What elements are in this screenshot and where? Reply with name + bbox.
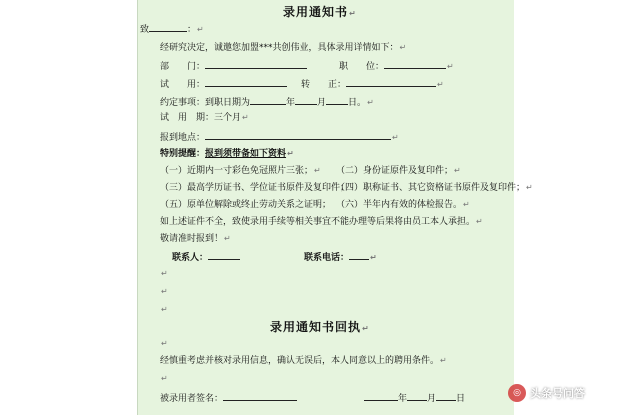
- sign-year: 年: [398, 394, 408, 404]
- contact-phone-label: 联系电话：: [304, 253, 350, 263]
- probation-blank: [205, 77, 287, 87]
- document-page: [137, 0, 533, 415]
- notice-item-text: （三）最高学历证书、学位证书原件及复印件；: [160, 183, 350, 193]
- notice-item: [336, 182, 533, 194]
- paragraph-mark: ↵: [362, 324, 370, 333]
- paragraph-mark: ↵: [314, 166, 321, 175]
- paragraph-mark: ↵: [476, 217, 483, 226]
- trial-period-line: [160, 112, 249, 124]
- dept-position-line: [160, 59, 454, 73]
- contact-person-label: 联系人：: [172, 253, 209, 263]
- notice-emphasis: 报到须带备如下资料: [205, 149, 287, 159]
- notice-item-text: （二）身份证原件及复印件；: [336, 166, 454, 176]
- paragraph-mark: ↵: [242, 113, 249, 122]
- paragraph-mark: ↵: [161, 269, 168, 278]
- notice-item-text: （五）原单位解除或终止劳动关系之证明；: [160, 200, 332, 210]
- receipt-statement-line: [160, 355, 447, 367]
- watermark: [508, 382, 585, 404]
- paragraph-mark: ↵: [437, 80, 444, 89]
- month-blank: [295, 95, 317, 105]
- closing-text: 敬请准时报到！: [160, 234, 224, 244]
- sign-label: 被录用者签名：: [160, 394, 224, 404]
- report-place-line: [160, 130, 399, 144]
- warning-text: 如上述证件不全，致使录用手续等相关事宜不能办理等后果将由员工本人承担。: [160, 217, 476, 227]
- agreement-line: [160, 95, 374, 109]
- warning-line: [160, 216, 483, 228]
- paragraph-mark: ↵: [463, 200, 470, 209]
- title-text: 录用通知书: [283, 5, 349, 19]
- empty-paragraph: [160, 304, 168, 316]
- contact-person-line: [172, 250, 240, 264]
- empty-paragraph: [160, 373, 168, 385]
- salutation-prefix: 致: [140, 25, 150, 35]
- paragraph-mark: ↵: [526, 183, 533, 192]
- dept-label: 部 门：: [160, 62, 206, 72]
- notice-item: [160, 199, 331, 211]
- salutation-line: [140, 22, 204, 36]
- contact-phone-blank: [349, 250, 369, 260]
- paragraph-mark: ↵: [287, 149, 294, 158]
- closing-line: [160, 233, 231, 245]
- agreement-prefix: 约定事项：到职日期为: [160, 98, 251, 108]
- paragraph-mark: ↵: [161, 374, 168, 383]
- paragraph-mark: ↵: [399, 43, 407, 52]
- notice-item-text: （一）近期内一寸彩色免冠照片三张；: [160, 166, 314, 176]
- receipt-statement: 经慎重考虑并核对录用信息，确认无误后，本人同意以上的聘用条件。: [160, 356, 440, 366]
- position-label: 职 位：: [339, 62, 385, 72]
- position-blank: [384, 59, 446, 69]
- trial-period-text: 试 用 期：三个月: [160, 113, 242, 123]
- report-place-blank: [205, 130, 391, 140]
- paragraph-mark: ↵: [161, 305, 168, 314]
- receipt-title-text: 录用通知书回执: [270, 320, 362, 334]
- agreement-day: 日。: [348, 98, 367, 108]
- watermark-text: 头条号问答: [530, 387, 585, 400]
- notice-item: [336, 165, 461, 177]
- sign-day: 日: [456, 394, 466, 404]
- empty-paragraph: [160, 286, 168, 298]
- empty-paragraph: [160, 338, 168, 350]
- watermark-logo-icon: [508, 384, 526, 402]
- salutation-suffix: ：: [187, 25, 197, 35]
- contact-phone-line: [304, 250, 377, 264]
- sign-year-blank: [364, 391, 398, 401]
- empty-paragraph: [160, 268, 168, 280]
- agreement-year: 年: [286, 98, 296, 108]
- probation-label: 试 用：: [160, 80, 206, 90]
- notice-item: [160, 182, 349, 194]
- paragraph-mark: ↵: [447, 62, 454, 71]
- day-blank: [326, 95, 348, 105]
- paragraph-mark: ↵: [454, 166, 461, 175]
- regular-blank: [346, 77, 436, 87]
- recipient-blank: [149, 22, 187, 32]
- dept-blank: [205, 59, 307, 69]
- paragraph-mark: ↵: [197, 25, 204, 34]
- notice-item-text: （四）职称证书、其它资格证书原件及复印件；: [336, 183, 526, 193]
- report-place-label: 报到地点：: [160, 133, 206, 143]
- paragraph-mark: ↵: [349, 9, 357, 18]
- paragraph-mark: ↵: [367, 98, 374, 107]
- signature-line: [160, 391, 297, 405]
- contact-person-blank: [208, 250, 240, 260]
- signature-blank: [223, 391, 297, 401]
- sign-day-blank: [436, 391, 456, 401]
- paragraph-mark: ↵: [224, 234, 231, 243]
- intro-line: [160, 42, 406, 54]
- intro-text: 经研究决定，诚邀您加盟***共创伟业，具体录用详情如下：: [160, 43, 399, 53]
- notice-item: [336, 199, 470, 211]
- year-blank: [250, 95, 286, 105]
- paragraph-mark: ↵: [161, 287, 168, 296]
- receipt-title: [270, 319, 370, 337]
- watermark-icon-glyph: ◎: [513, 388, 521, 398]
- regular-label: 转 正：: [301, 80, 347, 90]
- notice-item-text: （六）半年内有效的体检报告。: [336, 200, 463, 210]
- paragraph-mark: ↵: [392, 133, 399, 142]
- paragraph-mark: ↵: [161, 339, 168, 348]
- sign-month: 月: [427, 394, 437, 404]
- document-title: [283, 4, 357, 22]
- paragraph-mark: ↵: [440, 356, 447, 365]
- notice-item: [160, 165, 321, 177]
- sign-month-blank: [407, 391, 427, 401]
- agreement-month: 月: [317, 98, 327, 108]
- sign-date-line: [364, 391, 465, 405]
- notice-heading-line: [160, 148, 294, 160]
- probation-regular-line: [160, 77, 444, 91]
- paragraph-mark: ↵: [370, 253, 377, 262]
- notice-heading: 特别提醒：: [160, 149, 206, 159]
